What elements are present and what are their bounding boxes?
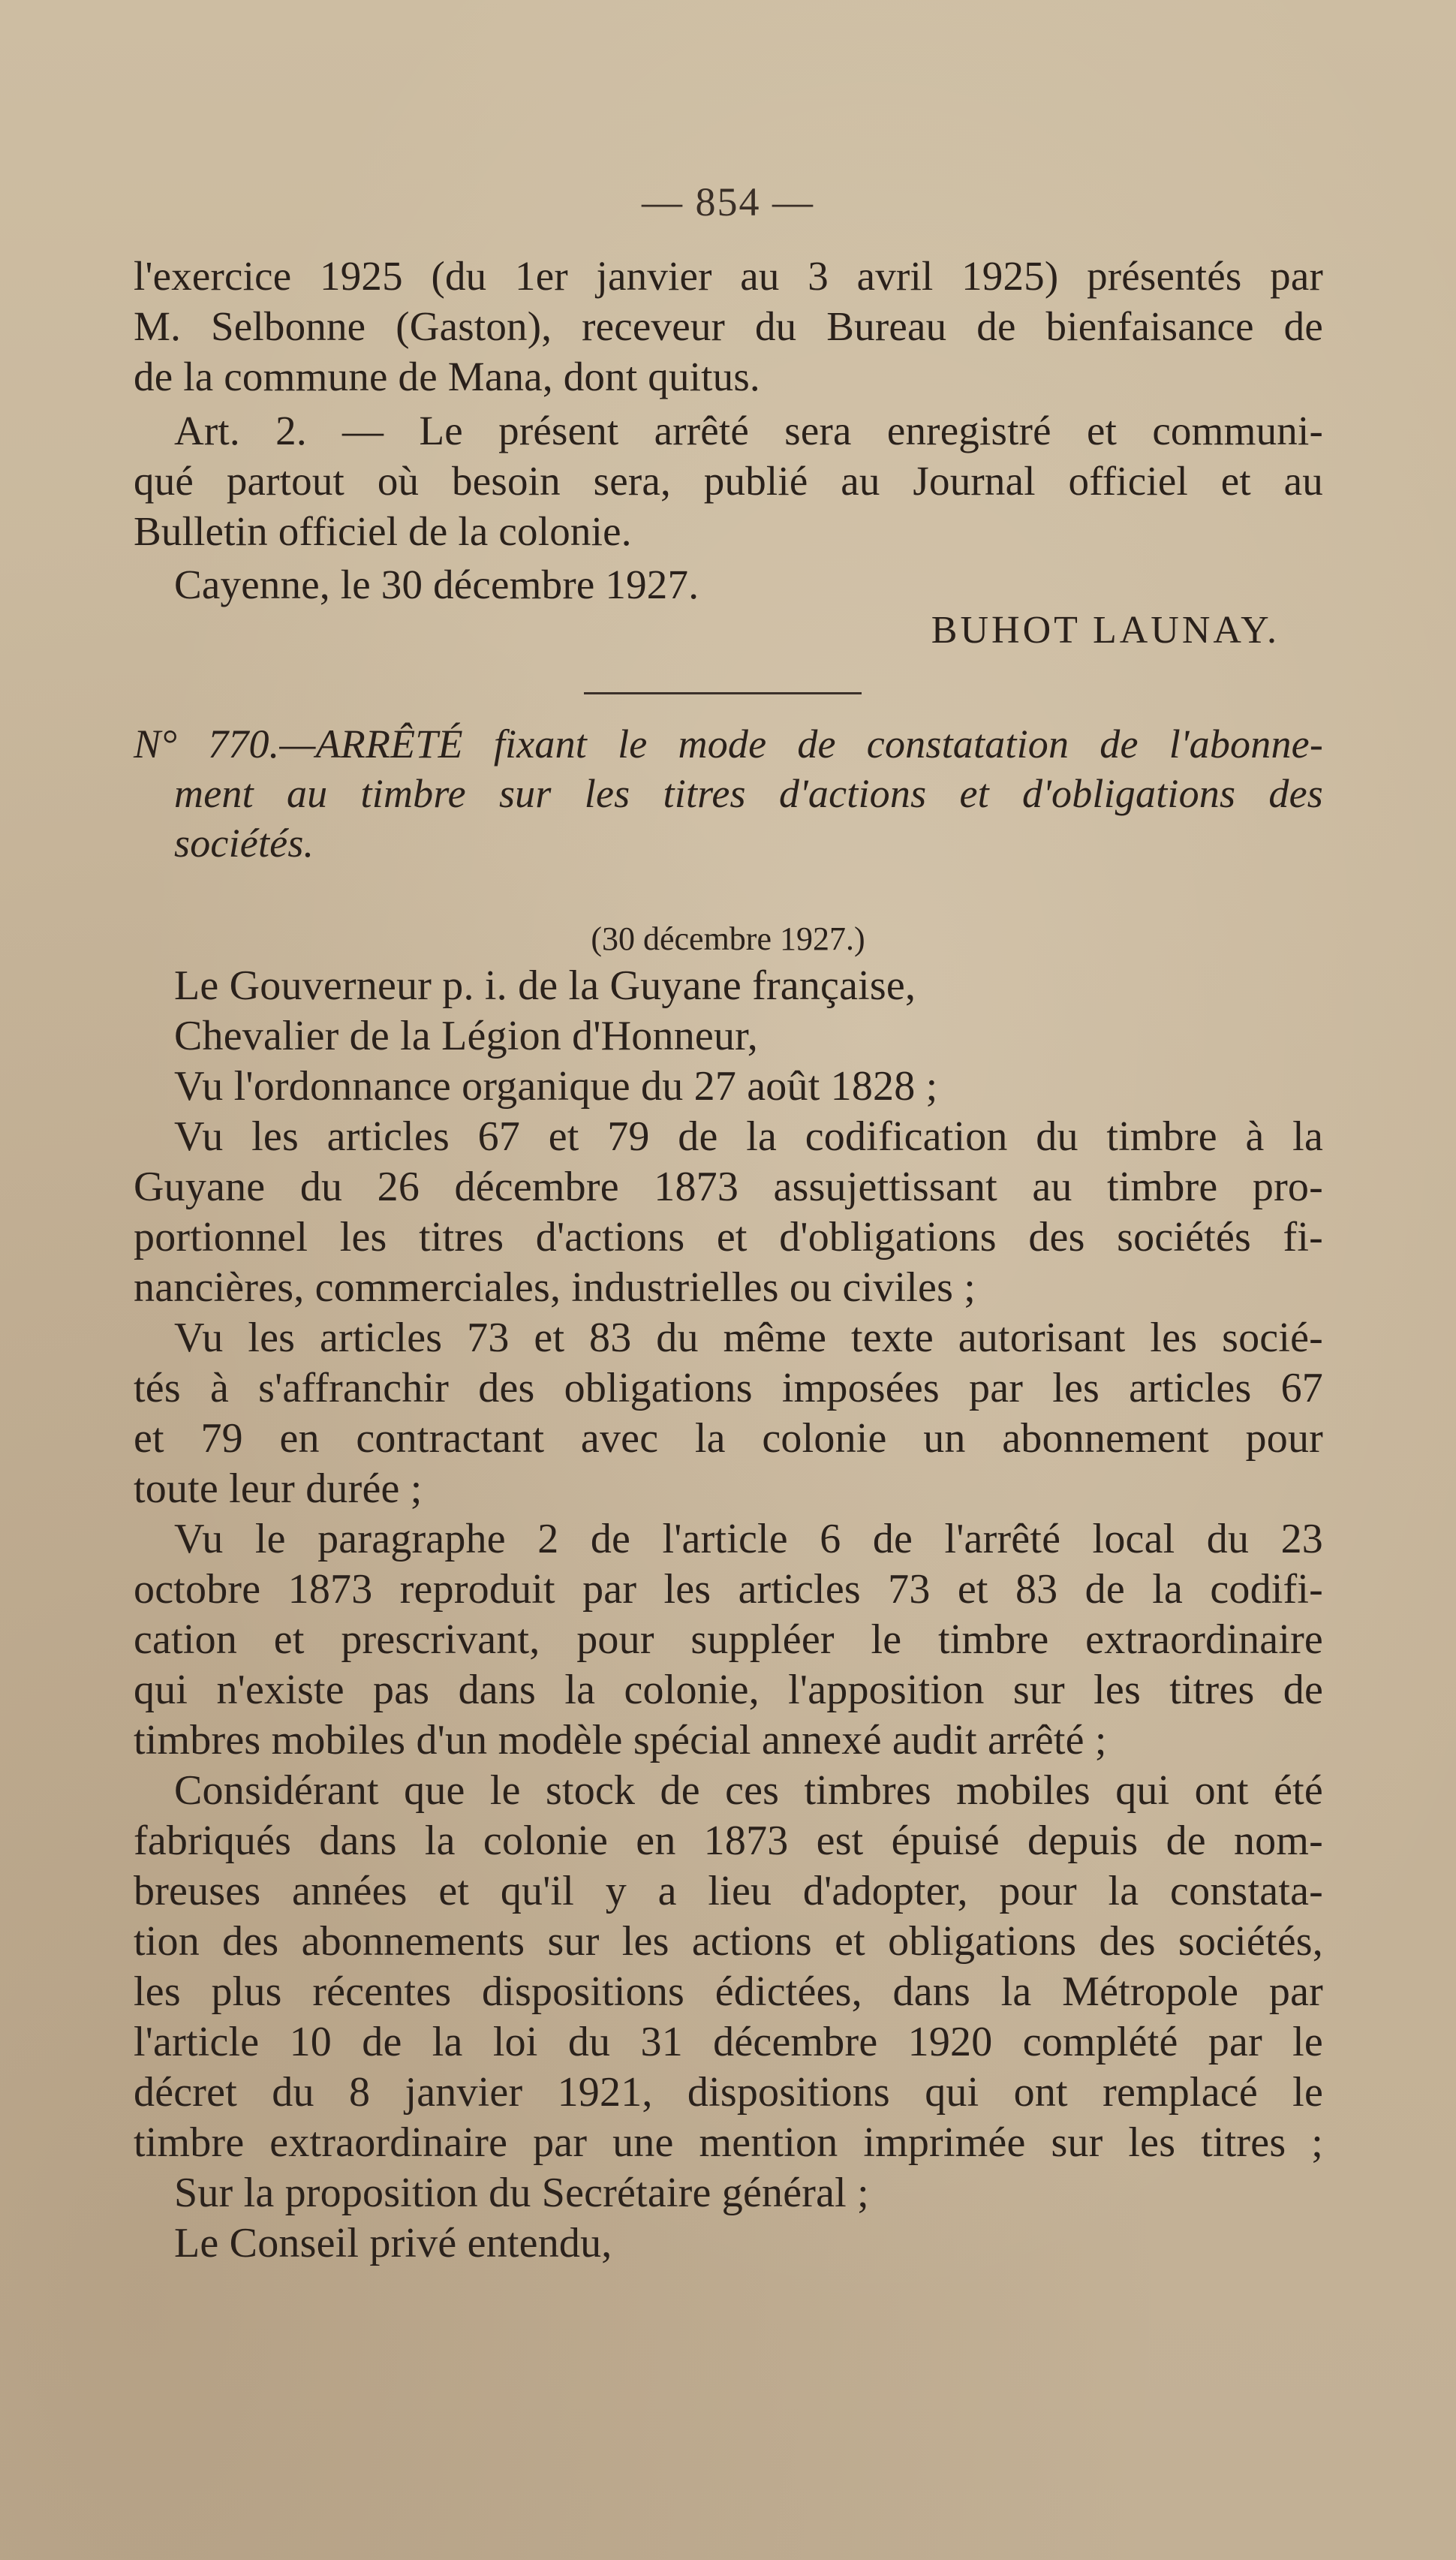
text-line: de la commune de Mana, dont quitus.	[134, 354, 760, 399]
heading-line: ment au timbre sur les titres d'actions et d'obligations des	[174, 771, 1323, 816]
top-paragraph	[134, 251, 1323, 402]
decree-date: (30 décembre 1927.)	[591, 920, 865, 957]
body-line: nancières, commerciales, industrielles ou civiles ;	[134, 1264, 976, 1311]
body-line: cation et prescrivant, pour suppléer le timbre extraordinaire	[134, 1616, 1323, 1663]
body-line: Guyane du 26 décembre 1873 assujettissant au timbre pro-	[134, 1164, 1323, 1210]
article-2-paragraph	[134, 405, 1323, 556]
body-line: les plus récentes dispositions édictées, dans la Métropole par	[134, 1968, 1323, 2015]
body-line: breuses années et qu'il y a lieu d'adopter, pour la constata-	[134, 1868, 1323, 1914]
section-divider	[584, 692, 862, 694]
body-line: et 79 en contractant avec la colonie un abonnement pour	[134, 1415, 1323, 1462]
text-line: Cayenne, le 30 décembre 1927.	[174, 562, 699, 607]
body-line: Considérant que le stock de ces timbres mobiles qui ont été	[174, 1767, 1323, 1814]
body-line: Chevalier de la Légion d'Honneur,	[174, 1013, 758, 1059]
body-line: Vu les articles 67 et 79 de la codification du timbre à la	[174, 1113, 1323, 1160]
text-line: Art. 2. — Le présent arrêté sera enregistré et communi-	[174, 408, 1323, 453]
place-date	[134, 559, 1323, 610]
heading-line: N° 770.—ARRÊTÉ fixant le mode de constatation de l'abonne-	[134, 721, 1323, 766]
page-number: — 854 —	[642, 179, 814, 224]
text-line: qué partout où besoin sera, publié au Journal officiel et au	[134, 458, 1323, 504]
text-line: l'exercice 1925 (du 1er janvier au 3 avril 1925) présentés par	[134, 253, 1323, 299]
body-line: Vu le paragraphe 2 de l'article 6 de l'arrêté local du 23	[174, 1516, 1323, 1562]
decree-body	[134, 961, 1323, 2269]
body-line: octobre 1873 reproduit par les articles 73 et 83 de la codifi-	[134, 1566, 1323, 1613]
body-line: Vu l'ordonnance organique du 27 août 1828 ;	[174, 1063, 938, 1110]
text-line: Bulletin officiel de la colonie.	[134, 508, 632, 554]
decree-heading	[134, 719, 1323, 868]
body-line: qui n'existe pas dans la colonie, l'apposition sur les titres de	[134, 1667, 1323, 1713]
body-line: timbre extraordinaire par une mention imprimée sur les titres ;	[134, 2119, 1323, 2166]
body-line: tion des abonnements sur les actions et obligations des sociétés,	[134, 1918, 1323, 1965]
body-line: portionnel les titres d'actions et d'obligations des sociétés fi-	[134, 1214, 1323, 1260]
body-line: tés à s'affranchir des obligations imposées par les articles 67	[134, 1365, 1323, 1411]
body-line: fabriqués dans la colonie en 1873 est épuisé depuis de nom-	[134, 1818, 1323, 1864]
body-line: Sur la proposition du Secrétaire général ;	[174, 2170, 869, 2216]
body-line: toute leur durée ;	[134, 1465, 423, 1512]
text-line: M. Selbonne (Gaston), receveur du Bureau de bienfaisance de	[134, 303, 1323, 349]
body-line: Vu les articles 73 et 83 du même texte autorisant les socié-	[174, 1315, 1323, 1361]
heading-line: sociétés.	[174, 821, 314, 866]
body-line: Le Gouverneur p. i. de la Guyane française,	[174, 962, 916, 1009]
signature: BUHOT LAUNAY.	[931, 609, 1280, 652]
body-line: décret du 8 janvier 1921, dispositions qui ont remplacé le	[134, 2069, 1323, 2116]
body-line: Le Conseil privé entendu,	[174, 2220, 612, 2266]
body-line: l'article 10 de la loi du 31 décembre 1920 complété par le	[134, 2019, 1323, 2065]
body-line: timbres mobiles d'un modèle spécial annexé audit arrêté ;	[134, 1717, 1107, 1763]
